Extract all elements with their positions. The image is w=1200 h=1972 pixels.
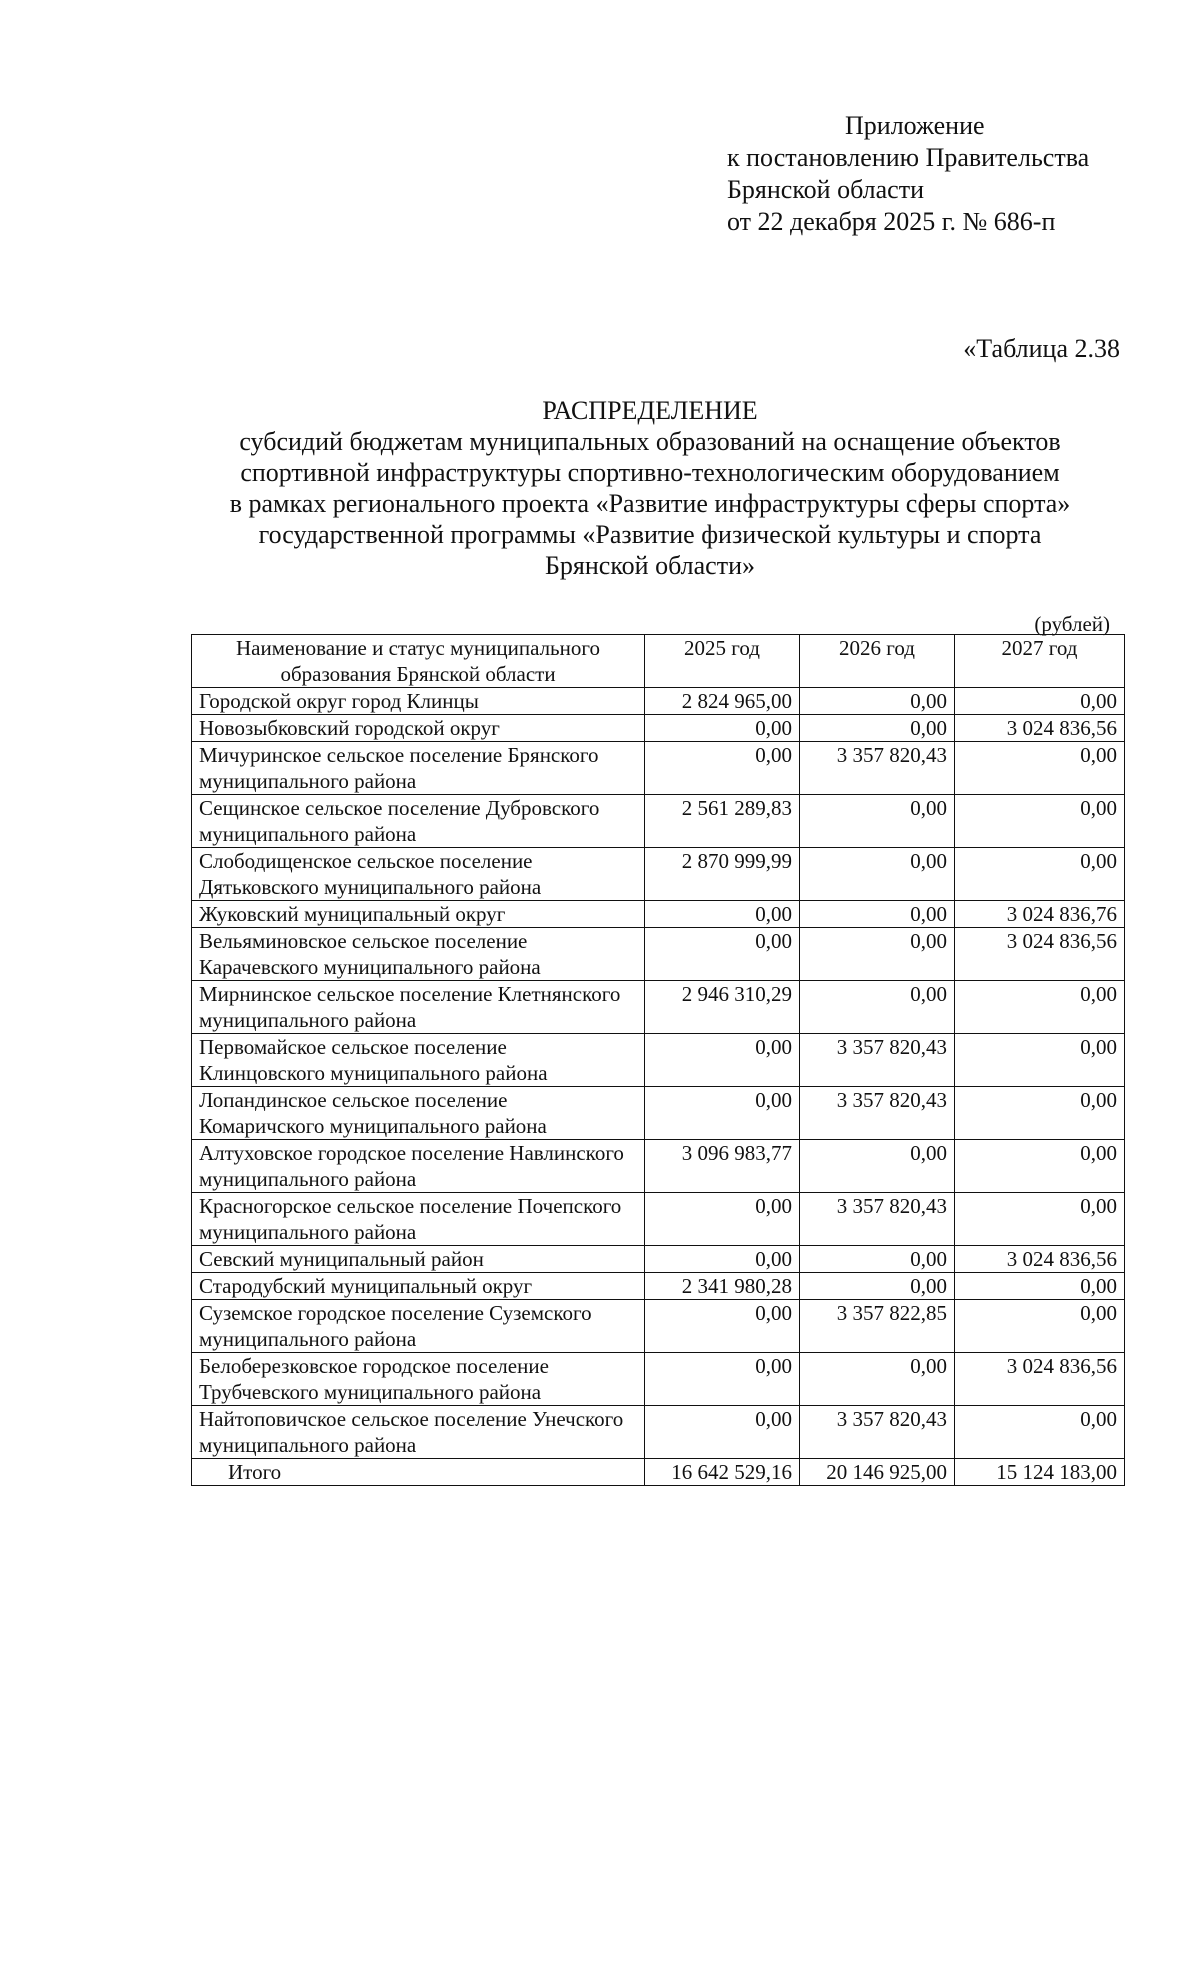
cell-2027: 0,00 [955, 848, 1125, 901]
table-row [192, 1300, 1125, 1353]
table-row [192, 1193, 1125, 1246]
appendix-line-2: к постановлению Правительства [727, 143, 1090, 172]
cell-2026: 0,00 [800, 1273, 955, 1300]
cell-name: Слободищенское сельское поселение Дятьковского муниципального района [192, 848, 645, 901]
table-number-label: «Таблица 2.38 [963, 334, 1120, 363]
table-row [192, 981, 1125, 1034]
cell-2026: 0,00 [800, 795, 955, 848]
cell-name: Найтоповичское сельское поселение Унечского муниципального района [192, 1406, 645, 1459]
cell-2026: 0,00 [800, 981, 955, 1034]
total-2027: 15 124 183,00 [955, 1459, 1125, 1486]
cell-2027: 0,00 [955, 1087, 1125, 1140]
cell-2025: 0,00 [645, 1246, 800, 1273]
cell-2025: 0,00 [645, 928, 800, 981]
cell-2027: 3 024 836,56 [955, 1353, 1125, 1406]
table-row [192, 848, 1125, 901]
cell-2027: 0,00 [955, 1140, 1125, 1193]
cell-2027: 0,00 [955, 1406, 1125, 1459]
cell-2027: 0,00 [955, 1193, 1125, 1246]
cell-name: Лопандинское сельское поселение Комаричского муниципального района [192, 1087, 645, 1140]
appendix-block [727, 110, 1147, 238]
table-row [192, 901, 1125, 928]
cell-2027: 0,00 [955, 1273, 1125, 1300]
header-2025: 2025 год [645, 635, 800, 688]
cell-2025: 2 561 289,83 [645, 795, 800, 848]
title-main: РАСПРЕДЕЛЕНИЕ [542, 396, 758, 425]
cell-2026: 3 357 820,43 [800, 1406, 955, 1459]
title-line-3: в рамках регионального проекта «Развитие инфраструктуры сферы спорта» [229, 489, 1071, 518]
appendix-line-1: Приложение [845, 111, 985, 140]
table-row [192, 1406, 1125, 1459]
cell-2025: 2 870 999,99 [645, 848, 800, 901]
cell-2026: 3 357 820,43 [800, 742, 955, 795]
document-title [140, 395, 1160, 581]
cell-2025: 0,00 [645, 901, 800, 928]
cell-name: Вельяминовское сельское поселение Карачевского муниципального района [192, 928, 645, 981]
cell-name: Мичуринское сельское поселение Брянского муниципального района [192, 742, 645, 795]
table-row [192, 1246, 1125, 1273]
header-2027: 2027 год [955, 635, 1125, 688]
cell-2025: 2 824 965,00 [645, 688, 800, 715]
cell-name: Белоберезковское городское поселение Трубчевского муниципального района [192, 1353, 645, 1406]
cell-2026: 0,00 [800, 715, 955, 742]
cell-name: Новозыбковский городской округ [192, 715, 645, 742]
title-line-2: спортивной инфраструктуры спортивно-технологическим оборудованием [240, 458, 1060, 487]
table-header-row [192, 635, 1125, 688]
cell-name: Первомайское сельское поселение Клинцовского муниципального района [192, 1034, 645, 1087]
table-row [192, 928, 1125, 981]
cell-2026: 0,00 [800, 1353, 955, 1406]
cell-2026: 3 357 820,43 [800, 1087, 955, 1140]
cell-name: Стародубский муниципальный округ [192, 1273, 645, 1300]
table-row [192, 795, 1125, 848]
table-row [192, 1273, 1125, 1300]
table-row [192, 1034, 1125, 1087]
title-line-5: Брянской области» [545, 551, 755, 580]
cell-2027: 3 024 836,56 [955, 715, 1125, 742]
cell-2026: 0,00 [800, 1246, 955, 1273]
header-2026: 2026 год [800, 635, 955, 688]
subsidy-distribution-table [191, 634, 1125, 1486]
cell-2027: 0,00 [955, 1034, 1125, 1087]
total-2026: 20 146 925,00 [800, 1459, 955, 1486]
cell-2027: 0,00 [955, 688, 1125, 715]
title-line-1: субсидий бюджетам муниципальных образований на оснащение объектов [239, 427, 1061, 456]
cell-2025: 0,00 [645, 1034, 800, 1087]
cell-2027: 0,00 [955, 981, 1125, 1034]
cell-2025: 0,00 [645, 1353, 800, 1406]
table-row [192, 715, 1125, 742]
cell-name: Суземское городское поселение Суземского муниципального района [192, 1300, 645, 1353]
table-row [192, 688, 1125, 715]
cell-2026: 0,00 [800, 901, 955, 928]
cell-name: Мирнинское сельское поселение Клетнянского муниципального района [192, 981, 645, 1034]
table-row [192, 1140, 1125, 1193]
cell-2025: 0,00 [645, 1300, 800, 1353]
cell-name: Городской округ город Клинцы [192, 688, 645, 715]
title-line-4: государственной программы «Развитие физической культуры и спорта [258, 520, 1042, 549]
cell-2025: 0,00 [645, 1406, 800, 1459]
units-label: (рублей) [1034, 612, 1110, 636]
cell-2025: 0,00 [645, 715, 800, 742]
cell-name: Сещинское сельское поселение Дубровского муниципального района [192, 795, 645, 848]
cell-name: Красногорское сельское поселение Почепского муниципального района [192, 1193, 645, 1246]
cell-2027: 0,00 [955, 795, 1125, 848]
cell-2025: 0,00 [645, 1193, 800, 1246]
cell-2027: 3 024 836,76 [955, 901, 1125, 928]
cell-2025: 0,00 [645, 742, 800, 795]
total-2025: 16 642 529,16 [645, 1459, 800, 1486]
table-row [192, 742, 1125, 795]
cell-2026: 3 357 820,43 [800, 1034, 955, 1087]
cell-2025: 0,00 [645, 1087, 800, 1140]
appendix-line-4: от 22 декабря 2025 г. № 686-п [727, 207, 1056, 236]
cell-name: Алтуховское городское поселение Навлинского муниципального района [192, 1140, 645, 1193]
cell-2026: 0,00 [800, 848, 955, 901]
cell-2027: 3 024 836,56 [955, 928, 1125, 981]
total-label: Итого [192, 1459, 645, 1486]
cell-2026: 0,00 [800, 928, 955, 981]
cell-2025: 2 946 310,29 [645, 981, 800, 1034]
cell-2025: 3 096 983,77 [645, 1140, 800, 1193]
cell-2025: 2 341 980,28 [645, 1273, 800, 1300]
cell-2027: 0,00 [955, 1300, 1125, 1353]
header-municipality: Наименование и статус муниципального образования Брянской области [192, 635, 645, 688]
cell-2027: 3 024 836,56 [955, 1246, 1125, 1273]
cell-2027: 0,00 [955, 742, 1125, 795]
table-row [192, 1353, 1125, 1406]
cell-2026: 0,00 [800, 1140, 955, 1193]
cell-name: Севский муниципальный район [192, 1246, 645, 1273]
cell-2026: 0,00 [800, 688, 955, 715]
table-total-row [192, 1459, 1125, 1486]
cell-2026: 3 357 822,85 [800, 1300, 955, 1353]
table-row [192, 1087, 1125, 1140]
appendix-line-3: Брянской области [727, 175, 924, 204]
cell-2026: 3 357 820,43 [800, 1193, 955, 1246]
cell-name: Жуковский муниципальный округ [192, 901, 645, 928]
